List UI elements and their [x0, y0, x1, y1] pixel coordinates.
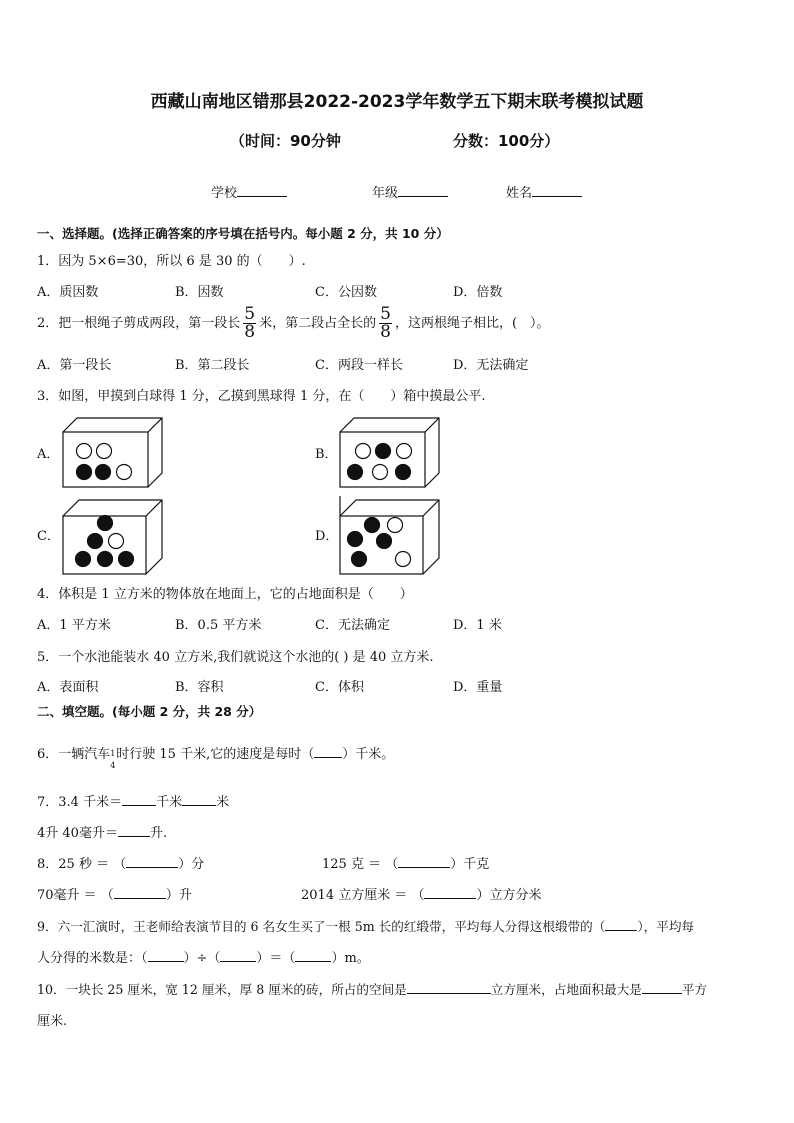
box-d-ball [396, 552, 411, 567]
box-c-ball [88, 534, 103, 549]
box-c-ball [76, 552, 91, 567]
q8-b-suffix: ）千克 [450, 857, 490, 872]
q5-option-a[interactable]: A．表面积 [37, 680, 99, 695]
page-title: 西藏山南地区错那县2022-2023学年数学五下期末联考模拟试题 [150, 92, 644, 112]
q2-option-a[interactable]: A．第一段长 [37, 358, 112, 373]
q5-option-d[interactable]: D．重量 [453, 680, 503, 695]
q4-option-b[interactable]: B．0.5 平方米 [175, 618, 262, 633]
fraction-1-denominator: 8 [244, 322, 256, 342]
question-2 [37, 306, 550, 341]
question-7-line-1 [37, 791, 229, 810]
fraction-2-numerator: 5 [380, 304, 391, 324]
box-b-ball [373, 465, 388, 480]
q3-option-c[interactable]: C． [37, 529, 60, 544]
box-c-ball [98, 516, 113, 531]
exam-score: 分数：100分） [453, 132, 560, 150]
box-d-ball [348, 532, 363, 547]
q2-option-c[interactable]: C．两段一样长 [315, 358, 403, 373]
q6-text-b: 时行驶 15 千米,它的速度是每时（ [116, 747, 315, 762]
q8-b-blank[interactable] [398, 867, 450, 868]
name-field[interactable] [506, 182, 582, 201]
exam-time: （时间：90分钟 [230, 132, 341, 150]
section-heading-fill: 二、填空题。(每小题 2 分，共 28 分） [37, 704, 262, 719]
fraction-2-denominator: 8 [380, 322, 391, 342]
box-d-ball [365, 518, 380, 533]
box-b-ball [356, 444, 371, 459]
box-a-ball [117, 465, 132, 480]
school-label: 学校 [211, 186, 238, 201]
q8-a-blank[interactable] [126, 867, 178, 868]
box-a-ball [96, 465, 111, 480]
box-a-ball [77, 444, 92, 459]
q7-blank-m[interactable] [182, 805, 216, 806]
grade-field[interactable] [372, 182, 448, 201]
q2-text-a: 2．把一根绳子剪成两段，第一段长 [37, 316, 241, 331]
q7-blank-l[interactable] [118, 836, 150, 837]
school-field[interactable] [211, 182, 287, 201]
question-10-line-2: 厘米. [37, 1014, 68, 1029]
q6-answer-blank[interactable] [314, 757, 342, 758]
fraction-2 [379, 306, 392, 341]
box-d-figure [337, 495, 447, 577]
q8-item-milliliters [37, 884, 192, 903]
name-label: 姓名 [506, 186, 533, 201]
q8-c-blank[interactable] [114, 898, 166, 899]
box-a-ball [77, 465, 92, 480]
q6-fraction-denominator: 4 [110, 761, 116, 770]
q5-option-b[interactable]: B．容积 [175, 680, 224, 695]
box-c-ball [109, 534, 124, 549]
q4-option-a[interactable]: A．1 平方米 [37, 618, 111, 633]
q8-item-seconds [37, 853, 204, 872]
q4-option-d[interactable]: D．1 米 [453, 618, 502, 633]
q8-a-suffix: ）分 [178, 857, 205, 872]
q3-option-a[interactable]: A． [37, 447, 60, 462]
q9-blank-dividend[interactable] [148, 961, 184, 962]
box-b-ball [396, 465, 411, 480]
q8-b-prefix: 125 克 ＝ （ [322, 857, 399, 872]
question-10-line-1 [37, 979, 707, 998]
q8-d-blank[interactable] [424, 898, 476, 899]
q3-option-d[interactable]: D． [315, 529, 339, 544]
q10-text-b: 立方厘米，占地面积最大是 [490, 982, 642, 997]
q1-option-a[interactable]: A．质因数 [37, 285, 99, 300]
box-b-ball [348, 465, 363, 480]
box-a-ball [97, 444, 112, 459]
question-9-line-2 [37, 947, 370, 966]
q9-text-b: ），平均每 [637, 919, 695, 934]
q2-text-c: ，这两根绳子相比，( ）。 [394, 316, 550, 331]
q8-item-cubic-cm [301, 884, 542, 903]
q2-option-d[interactable]: D．无法确定 [453, 358, 529, 373]
q7-text-d: 4升 40毫升＝ [37, 826, 118, 841]
fraction-1-numerator: 5 [244, 304, 256, 324]
grade-label: 年级 [372, 186, 399, 201]
box-d-ball [377, 534, 392, 549]
box-d-ball [388, 518, 403, 533]
q8-c-suffix: ）升 [165, 888, 192, 903]
q9-text-a: 9．六一汇演时，王老师给表演节目的 6 名女生买了一根 5m 长的红缎带，平均每人分得这根缎带的（ [37, 919, 606, 934]
q9-blank-fraction[interactable] [605, 930, 637, 931]
q9-text-c: 人分得的米数是：（ [37, 951, 148, 966]
section-heading-choice: 一、选择题。(选择正确答案的序号填在括号内。每小题 2 分，共 10 分） [37, 226, 449, 241]
q10-text-a: 10．一块长 25 厘米，宽 12 厘米，厚 8 厘米的砖，所占的空间是 [37, 982, 407, 997]
q6-text-a: 6．一辆汽车 [37, 747, 111, 762]
q1-option-d[interactable]: D．倍数 [453, 285, 503, 300]
q6-text-c: ）千米。 [342, 747, 395, 762]
q1-option-c[interactable]: C．公因数 [315, 285, 377, 300]
q9-text-f: ）m。 [331, 951, 370, 966]
q1-option-b[interactable]: B．因数 [175, 285, 224, 300]
q3-option-b[interactable]: B． [315, 447, 338, 462]
q7-text-e: 升. [149, 826, 168, 841]
question-1: 1．因为 5×6=30，所以 6 是 30 的（ ）. [37, 254, 306, 269]
q9-text-d: ）÷（ [183, 951, 221, 966]
q2-text-b: 米，第二段占全长的 [259, 316, 377, 331]
box-b-ball [376, 444, 391, 459]
q7-text-a: 7．3.4 千米＝ [37, 795, 123, 810]
box-a-figure [60, 415, 170, 490]
q7-blank-km[interactable] [122, 805, 156, 806]
q7-text-c: 米 [216, 795, 230, 810]
box-c-ball [119, 552, 134, 567]
q8-item-grams [322, 853, 489, 872]
q8-d-suffix: ）立方分米 [476, 888, 542, 903]
q2-option-b[interactable]: B．第二段长 [175, 358, 250, 373]
q6-fraction-numerator: 1 [110, 749, 116, 758]
q8-a-prefix: 8．25 秒 ＝ （ [37, 857, 127, 872]
question-7-line-2 [37, 822, 167, 841]
question-9-line-1 [37, 916, 694, 935]
q8-c-prefix: 70毫升 ＝ （ [37, 888, 114, 903]
box-b-figure [337, 415, 447, 490]
q4-option-c[interactable]: C．无法确定 [315, 618, 390, 633]
box-d-ball [352, 552, 367, 567]
q8-d-prefix: 2014 立方厘米 ＝ （ [301, 888, 425, 903]
question-6 [37, 743, 395, 770]
q10-text-c: 平方 [681, 982, 708, 997]
q9-blank-divisor[interactable] [220, 961, 256, 962]
fraction-1 [243, 306, 256, 341]
question-3: 3．如图，甲摸到白球得 1 分，乙摸到黑球得 1 分，在（ ）箱中摸最公平. [37, 389, 486, 404]
q9-blank-result[interactable] [295, 961, 331, 962]
q9-text-e: ）＝（ [256, 951, 296, 966]
box-c-ball [98, 552, 113, 567]
q5-option-c[interactable]: C．体积 [315, 680, 364, 695]
question-4: 4．体积是 1 立方米的物体放在地面上，它的占地面积是（ ） [37, 587, 413, 602]
q10-blank-area[interactable] [642, 993, 682, 994]
box-c-figure [60, 497, 170, 577]
q7-text-b: 千米 [156, 795, 183, 810]
box-b-ball [397, 444, 412, 459]
question-5: 5．一个水池能装水 40 立方米,我们就说这个水池的( ) 是 40 立方米. [37, 650, 434, 665]
q10-blank-volume[interactable] [407, 993, 491, 994]
